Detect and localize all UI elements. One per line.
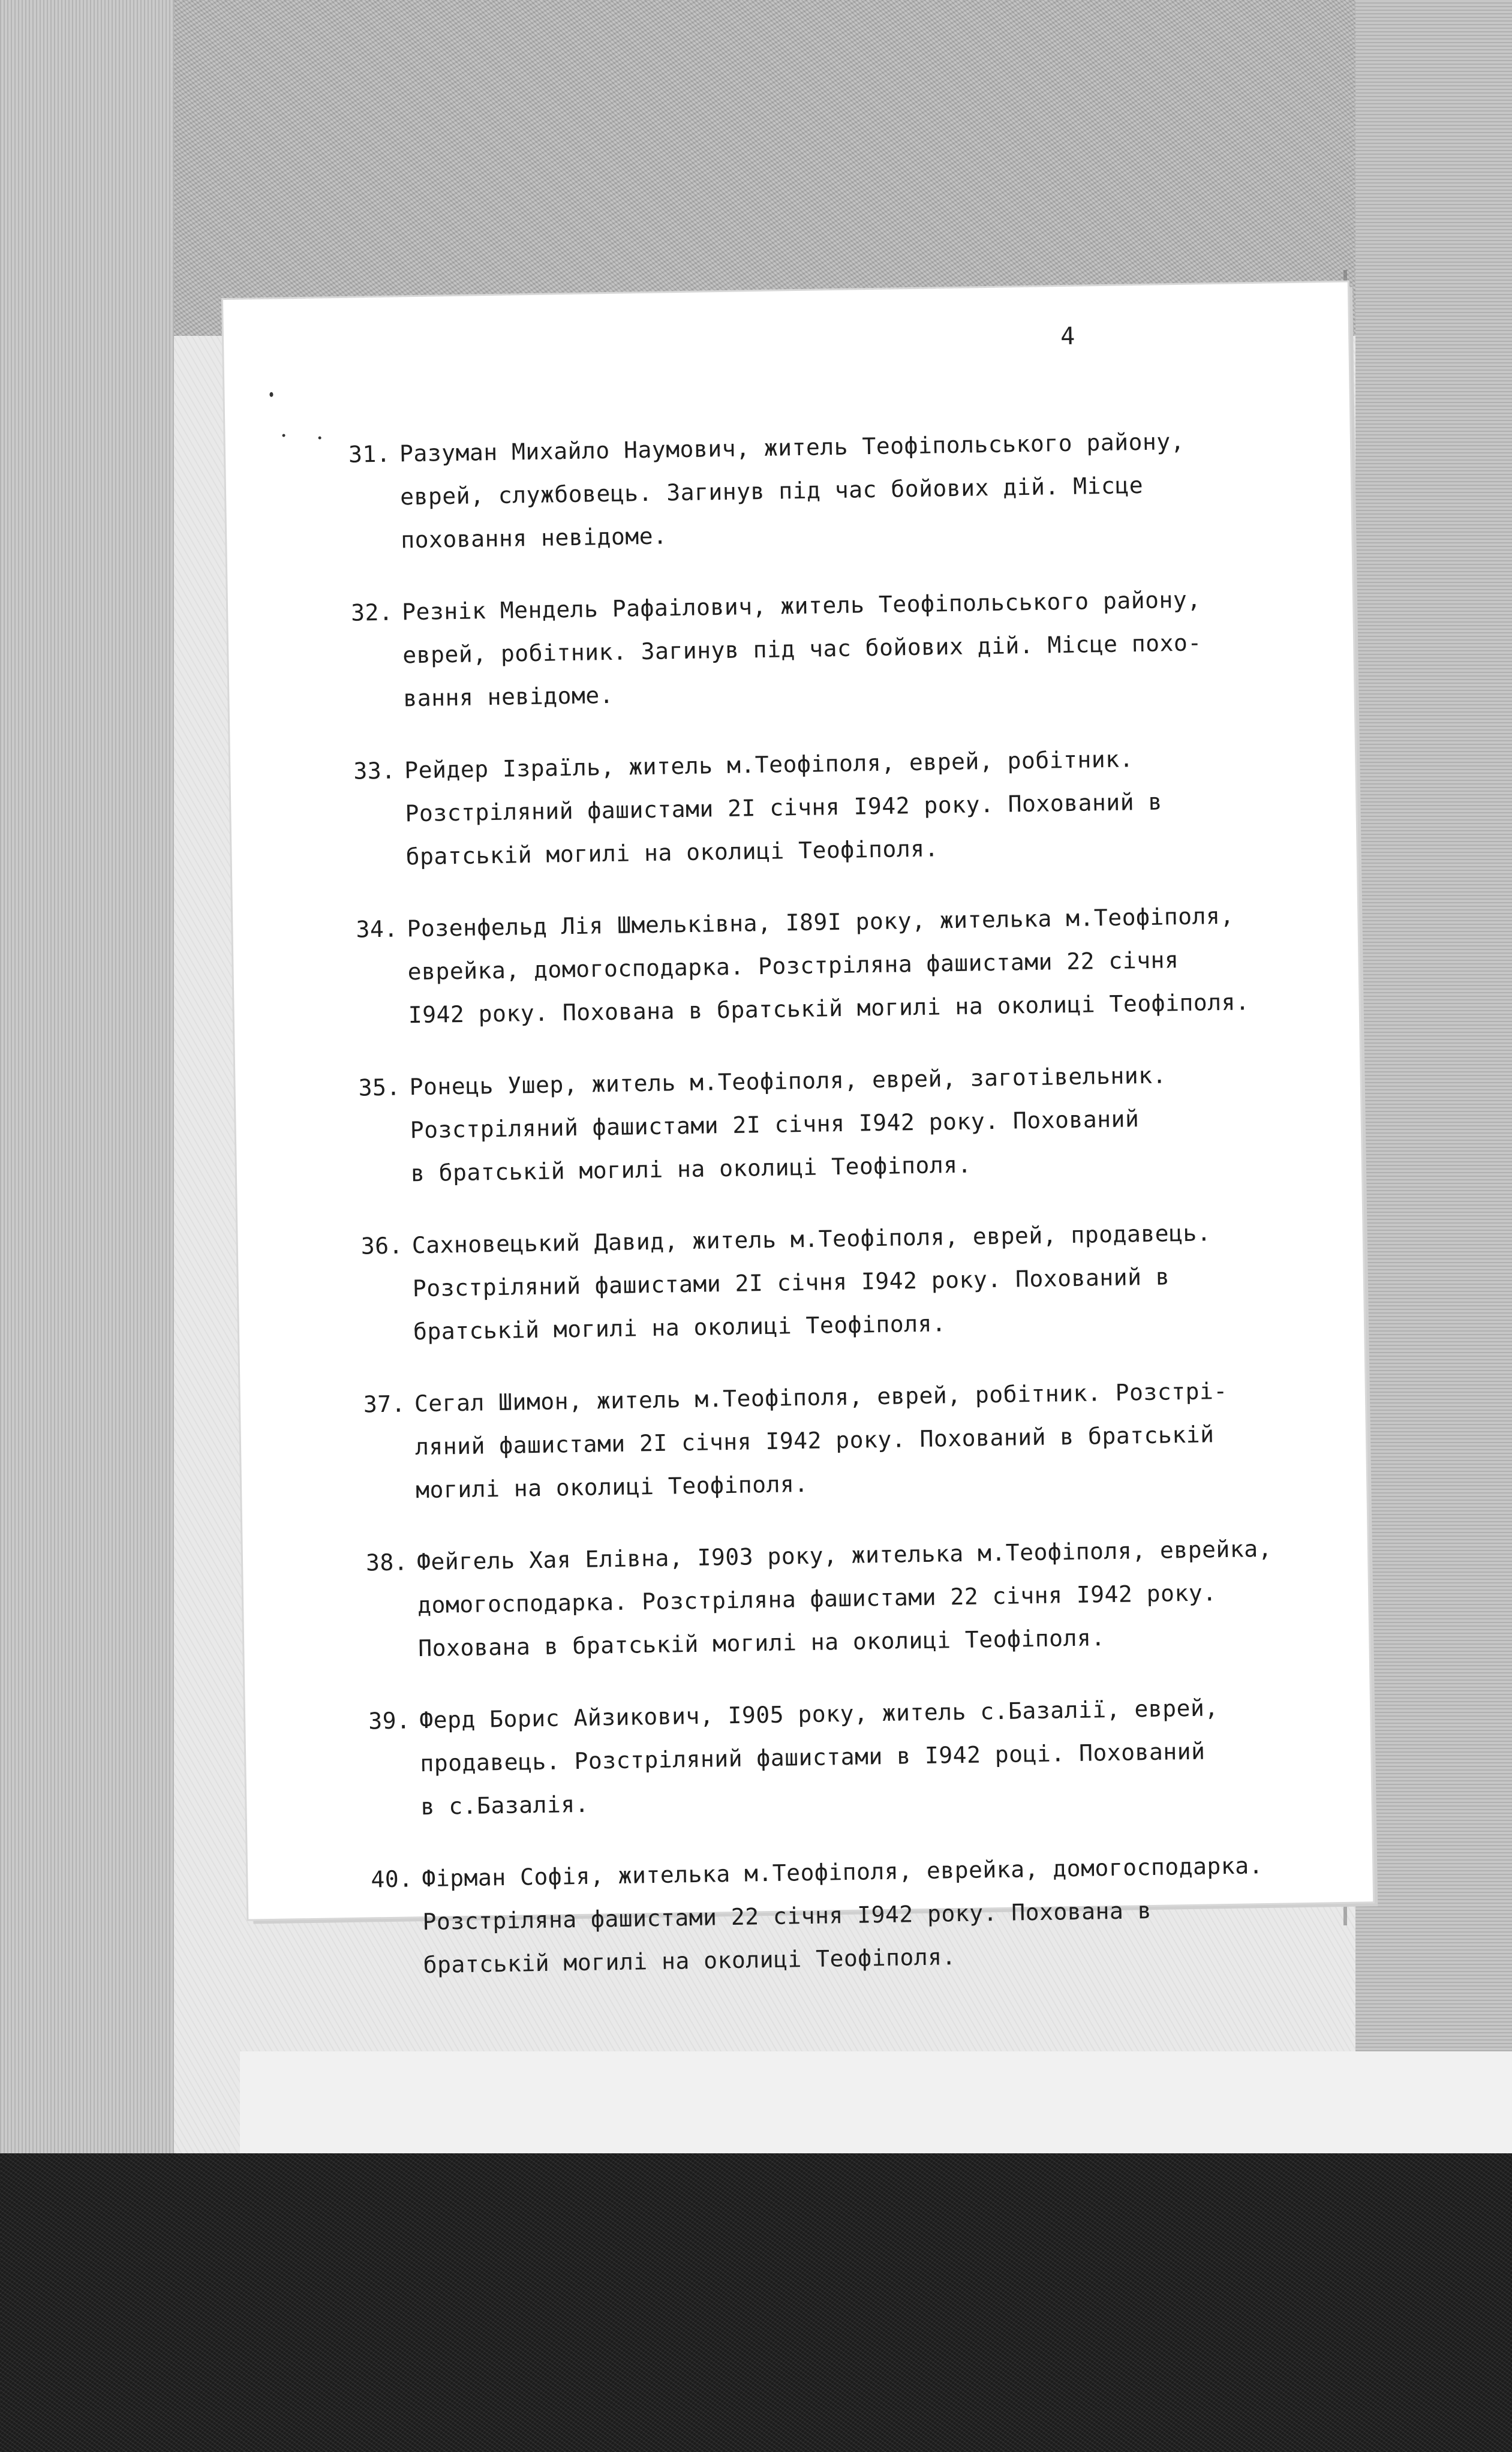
scan-background-left xyxy=(0,0,174,2159)
list-item xyxy=(371,1844,1272,1988)
scan-background-right xyxy=(1355,0,1512,2159)
entry-line: в братській могилі на околиці Теофіполя. xyxy=(410,1151,972,1187)
entry-number: 34. xyxy=(356,915,398,943)
entry-line: еврей, робітник. Загинув під час бойових дій. Місце похо- xyxy=(402,629,1203,669)
entry-line: Розстріляний фашистами 2І січня І942 року. Похований в xyxy=(412,1263,1170,1302)
scan-background-bottom xyxy=(0,2153,1512,2452)
entry-number: 37. xyxy=(363,1390,406,1418)
entry-line: Фірман Софія, жителька м.Теофіполя, еврейка, домогосподарка. xyxy=(422,1852,1264,1892)
entry-line: Резнік Мендель Рафаілович, житель Теофіпольського району, xyxy=(401,586,1201,626)
entry-line: Похована в братській могилі на околиці Теофіполя. xyxy=(418,1624,1106,1662)
entry-line: Розстріляна фашистами 22 січня І942 року. Похована в xyxy=(422,1897,1152,1936)
entry-line: домогосподарка. Розстріляна фашистами 22 січня І942 року. xyxy=(417,1579,1217,1619)
entry-number: 36. xyxy=(360,1232,404,1260)
entry-line: продавець. Розстріляний фашистами в І942 році. Похований xyxy=(420,1738,1206,1777)
entry-line: поховання невідоме. xyxy=(400,522,668,554)
entry-number: 40. xyxy=(371,1865,413,1893)
ink-speck xyxy=(282,434,285,437)
entry-line: братській могилі на околиці Теофіполя. xyxy=(423,1943,957,1979)
entry-line: ляний фашистами 2І січня І942 року. Похований в братській xyxy=(414,1421,1215,1461)
list-item xyxy=(368,1685,1270,1829)
list-item xyxy=(348,419,1250,563)
entry-line: Сахновецький Давид, житель м.Теофіполя, еврей, продавець. xyxy=(411,1219,1212,1259)
entry-list xyxy=(348,419,1273,2016)
entry-line: Розстріляний фашистами 2І січня І942 року. Похований в xyxy=(405,788,1163,827)
entry-line: Разуман Михайло Наумович, житель Теофіпольського району, xyxy=(399,428,1185,467)
entry-number: 35. xyxy=(358,1074,401,1101)
entry-line: еврей, службовець. Загинув під час бойових дій. Місце xyxy=(399,471,1144,510)
entry-line: могилі на околиці Теофіполя. xyxy=(415,1470,809,1504)
page-number: 4 xyxy=(1060,322,1075,351)
scan-paper-edge-bottom xyxy=(240,2051,1512,2156)
entry-number: 33. xyxy=(353,757,396,785)
list-item xyxy=(351,577,1252,721)
entry-line: І942 року. Похована в братській могилі на околиці Теофіполя. xyxy=(408,988,1250,1029)
entry-line: вання невідоме. xyxy=(403,681,614,712)
entry-line: братській могилі на околиці Теофіполя. xyxy=(405,835,939,870)
entry-line: Ронець Ушер, житель м.Теофіполя, еврей, заготівельник. xyxy=(409,1062,1167,1101)
entry-line: в с.Базалія. xyxy=(420,1790,590,1820)
entry-number: 39. xyxy=(368,1707,411,1735)
entry-line: Ферд Борис Айзикович, І905 року, житель с.Базалії, еврей, xyxy=(419,1694,1219,1734)
entry-line: братській могилі на околиці Теофіполя. xyxy=(413,1310,946,1345)
entry-line: еврейка, домогосподарка. Розстріляна фашистами 22 січня xyxy=(407,946,1179,985)
entry-number: 31. xyxy=(348,440,391,468)
entry-line: Рейдер Ізраїль, житель м.Теофіполя, еврей, робітник. xyxy=(404,746,1134,784)
list-item xyxy=(365,1527,1273,1671)
entry-number: 32. xyxy=(350,599,393,626)
entry-line: Фейгель Хая Елівна, І903 року, жителька м.Теофіполя, еврейка, xyxy=(416,1535,1273,1576)
list-item xyxy=(358,1052,1260,1196)
list-item xyxy=(360,1210,1262,1354)
entry-number: 38. xyxy=(365,1549,408,1576)
ink-speck xyxy=(318,436,321,439)
document-sheet xyxy=(223,283,1373,1979)
entry-line: Розенфельд Лія Шмельківна, І89І року, жителька м.Теофіполя, xyxy=(407,902,1234,942)
list-item xyxy=(353,735,1255,879)
entry-line: Розстріляний фашистами 2І січня І942 року. Похований xyxy=(410,1105,1140,1144)
entry-line: Сегал Шимон, житель м.Теофіполя, еврей, робітник. Розстрі- xyxy=(414,1377,1228,1417)
ink-speck xyxy=(269,392,273,397)
list-item xyxy=(356,894,1257,1038)
list-item xyxy=(363,1369,1264,1513)
